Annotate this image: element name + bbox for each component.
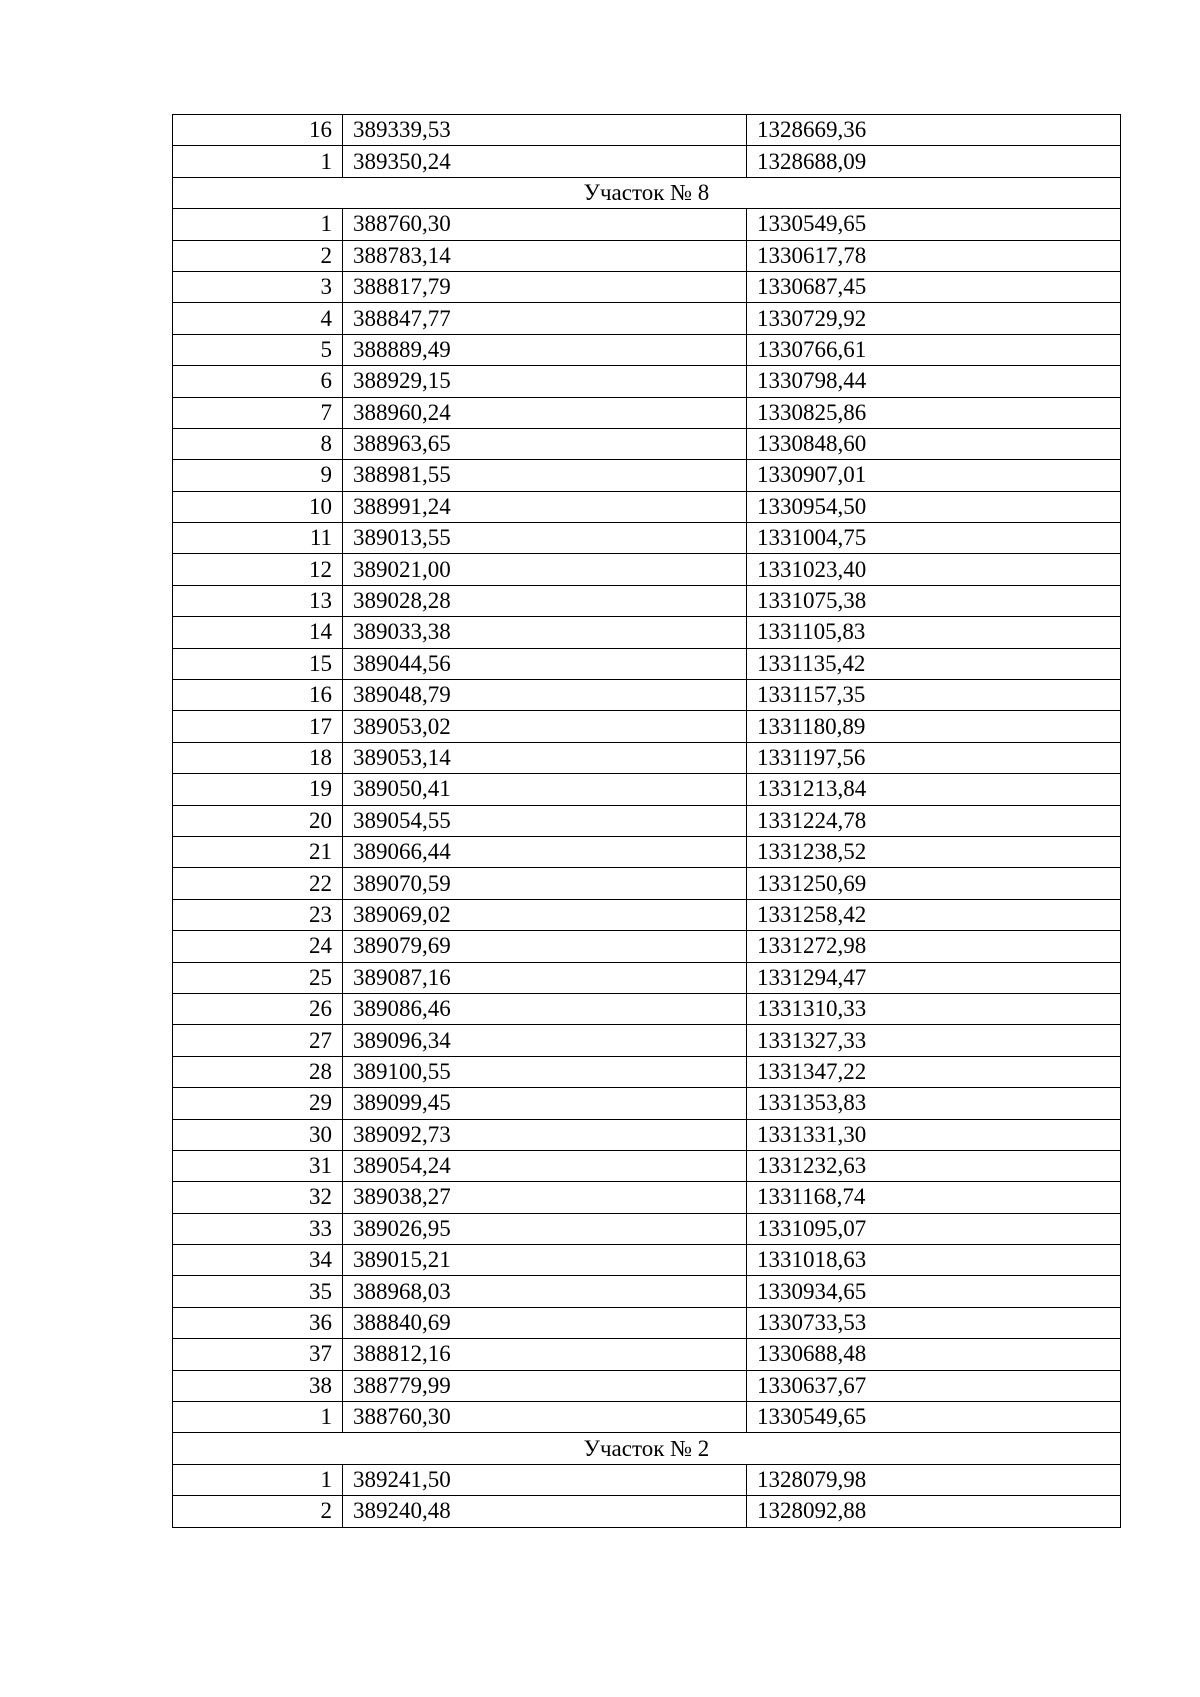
y-coordinate-cell: 1328092,88: [747, 1496, 1121, 1527]
point-number-cell: 25: [173, 962, 343, 993]
table-row: [173, 1402, 1121, 1433]
x-coordinate-cell: 389050,41: [343, 774, 747, 805]
y-coordinate-cell: 1331250,69: [747, 868, 1121, 899]
point-number-cell: 14: [173, 617, 343, 648]
y-coordinate-cell: 1331353,83: [747, 1088, 1121, 1119]
y-coordinate-cell: 1328079,98: [747, 1464, 1121, 1495]
y-coordinate-cell: 1331023,40: [747, 554, 1121, 585]
table-row: [173, 209, 1121, 240]
table-row: [173, 146, 1121, 177]
x-coordinate-cell: 389021,00: [343, 554, 747, 585]
table-row: [173, 271, 1121, 302]
point-number-cell: 17: [173, 711, 343, 742]
x-coordinate-cell: 388889,49: [343, 334, 747, 365]
point-number-cell: 1: [173, 146, 343, 177]
point-number-cell: 30: [173, 1119, 343, 1150]
x-coordinate-cell: 389048,79: [343, 680, 747, 711]
table-row: [173, 617, 1121, 648]
x-coordinate-cell: 388960,24: [343, 397, 747, 428]
y-coordinate-cell: 1331135,42: [747, 648, 1121, 679]
section-title: Участок № 8: [173, 177, 1121, 208]
coordinates-table: [172, 114, 1121, 1528]
table-row: [173, 1088, 1121, 1119]
table-row: [173, 1464, 1121, 1495]
point-number-cell: 21: [173, 836, 343, 867]
point-number-cell: 15: [173, 648, 343, 679]
y-coordinate-cell: 1331157,35: [747, 680, 1121, 711]
x-coordinate-cell: 388817,79: [343, 271, 747, 302]
x-coordinate-cell: 388929,15: [343, 366, 747, 397]
x-coordinate-cell: 389038,27: [343, 1182, 747, 1213]
x-coordinate-cell: 389079,69: [343, 931, 747, 962]
table-row: [173, 680, 1121, 711]
point-number-cell: 1: [173, 1464, 343, 1495]
point-number-cell: 26: [173, 993, 343, 1024]
y-coordinate-cell: 1331224,78: [747, 805, 1121, 836]
table-row: [173, 805, 1121, 836]
x-coordinate-cell: 389070,59: [343, 868, 747, 899]
table-row: [173, 931, 1121, 962]
y-coordinate-cell: 1330729,92: [747, 303, 1121, 334]
y-coordinate-cell: 1331327,33: [747, 1025, 1121, 1056]
y-coordinate-cell: 1331238,52: [747, 836, 1121, 867]
x-coordinate-cell: 389241,50: [343, 1464, 747, 1495]
y-coordinate-cell: 1331075,38: [747, 585, 1121, 616]
point-number-cell: 37: [173, 1339, 343, 1370]
y-coordinate-cell: 1331294,47: [747, 962, 1121, 993]
point-number-cell: 3: [173, 271, 343, 302]
y-coordinate-cell: 1330766,61: [747, 334, 1121, 365]
y-coordinate-cell: 1330637,67: [747, 1370, 1121, 1401]
table-row: [173, 1276, 1121, 1307]
x-coordinate-cell: 389026,95: [343, 1213, 747, 1244]
point-number-cell: 18: [173, 742, 343, 773]
x-coordinate-cell: 389033,38: [343, 617, 747, 648]
y-coordinate-cell: 1331232,63: [747, 1150, 1121, 1181]
table-row: [173, 554, 1121, 585]
x-coordinate-cell: 389028,28: [343, 585, 747, 616]
x-coordinate-cell: 389087,16: [343, 962, 747, 993]
x-coordinate-cell: 389044,56: [343, 648, 747, 679]
y-coordinate-cell: 1328669,36: [747, 115, 1121, 146]
x-coordinate-cell: 389066,44: [343, 836, 747, 867]
table-row: [173, 240, 1121, 271]
x-coordinate-cell: 389086,46: [343, 993, 747, 1024]
table-row: [173, 1496, 1121, 1527]
x-coordinate-cell: 389099,45: [343, 1088, 747, 1119]
point-number-cell: 32: [173, 1182, 343, 1213]
x-coordinate-cell: 389092,73: [343, 1119, 747, 1150]
y-coordinate-cell: 1331168,74: [747, 1182, 1121, 1213]
table-row: [173, 836, 1121, 867]
y-coordinate-cell: 1331331,30: [747, 1119, 1121, 1150]
point-number-cell: 16: [173, 680, 343, 711]
table-row: [173, 742, 1121, 773]
point-number-cell: 20: [173, 805, 343, 836]
y-coordinate-cell: 1330798,44: [747, 366, 1121, 397]
x-coordinate-cell: 388991,24: [343, 491, 747, 522]
y-coordinate-cell: 1328688,09: [747, 146, 1121, 177]
y-coordinate-cell: 1331197,56: [747, 742, 1121, 773]
point-number-cell: 4: [173, 303, 343, 334]
y-coordinate-cell: 1330687,45: [747, 271, 1121, 302]
x-coordinate-cell: 388968,03: [343, 1276, 747, 1307]
point-number-cell: 8: [173, 428, 343, 459]
x-coordinate-cell: 389240,48: [343, 1496, 747, 1527]
y-coordinate-cell: 1330733,53: [747, 1307, 1121, 1338]
point-number-cell: 12: [173, 554, 343, 585]
section-header-row: [173, 177, 1121, 208]
table-row: [173, 585, 1121, 616]
point-number-cell: 33: [173, 1213, 343, 1244]
y-coordinate-cell: 1331310,33: [747, 993, 1121, 1024]
y-coordinate-cell: 1331258,42: [747, 899, 1121, 930]
table-row: [173, 774, 1121, 805]
y-coordinate-cell: 1331018,63: [747, 1245, 1121, 1276]
point-number-cell: 23: [173, 899, 343, 930]
x-coordinate-cell: 388760,30: [343, 209, 747, 240]
x-coordinate-cell: 389053,14: [343, 742, 747, 773]
point-number-cell: 27: [173, 1025, 343, 1056]
point-number-cell: 11: [173, 523, 343, 554]
x-coordinate-cell: 389096,34: [343, 1025, 747, 1056]
x-coordinate-cell: 389013,55: [343, 523, 747, 554]
x-coordinate-cell: 389054,24: [343, 1150, 747, 1181]
x-coordinate-cell: 389350,24: [343, 146, 747, 177]
table-row: [173, 1056, 1121, 1087]
point-number-cell: 13: [173, 585, 343, 616]
y-coordinate-cell: 1330617,78: [747, 240, 1121, 271]
x-coordinate-cell: 388760,30: [343, 1402, 747, 1433]
point-number-cell: 38: [173, 1370, 343, 1401]
table-row: [173, 648, 1121, 679]
y-coordinate-cell: 1330934,65: [747, 1276, 1121, 1307]
table-row: [173, 1339, 1121, 1370]
table-row: [173, 1370, 1121, 1401]
coordinates-table-body: [173, 115, 1121, 1528]
y-coordinate-cell: 1330825,86: [747, 397, 1121, 428]
table-row: [173, 460, 1121, 491]
point-number-cell: 2: [173, 240, 343, 271]
point-number-cell: 1: [173, 1402, 343, 1433]
point-number-cell: 6: [173, 366, 343, 397]
x-coordinate-cell: 388847,77: [343, 303, 747, 334]
table-row: [173, 303, 1121, 334]
table-row: [173, 523, 1121, 554]
x-coordinate-cell: 388840,69: [343, 1307, 747, 1338]
table-row: [173, 366, 1121, 397]
point-number-cell: 10: [173, 491, 343, 522]
table-row: [173, 334, 1121, 365]
y-coordinate-cell: 1330549,65: [747, 209, 1121, 240]
y-coordinate-cell: 1331272,98: [747, 931, 1121, 962]
x-coordinate-cell: 389015,21: [343, 1245, 747, 1276]
y-coordinate-cell: 1330688,48: [747, 1339, 1121, 1370]
section-header-row: [173, 1433, 1121, 1464]
table-row: [173, 1182, 1121, 1213]
table-row: [173, 491, 1121, 522]
point-number-cell: 36: [173, 1307, 343, 1338]
y-coordinate-cell: 1331004,75: [747, 523, 1121, 554]
table-row: [173, 899, 1121, 930]
x-coordinate-cell: 389339,53: [343, 115, 747, 146]
table-row: [173, 1150, 1121, 1181]
table-row: [173, 1245, 1121, 1276]
point-number-cell: 22: [173, 868, 343, 899]
point-number-cell: 35: [173, 1276, 343, 1307]
point-number-cell: 19: [173, 774, 343, 805]
x-coordinate-cell: 389069,02: [343, 899, 747, 930]
x-coordinate-cell: 388963,65: [343, 428, 747, 459]
table-row: [173, 1025, 1121, 1056]
y-coordinate-cell: 1331213,84: [747, 774, 1121, 805]
table-row: [173, 993, 1121, 1024]
table-row: [173, 397, 1121, 428]
y-coordinate-cell: 1331347,22: [747, 1056, 1121, 1087]
point-number-cell: 24: [173, 931, 343, 962]
x-coordinate-cell: 388779,99: [343, 1370, 747, 1401]
y-coordinate-cell: 1331180,89: [747, 711, 1121, 742]
point-number-cell: 28: [173, 1056, 343, 1087]
y-coordinate-cell: 1331105,83: [747, 617, 1121, 648]
table-row: [173, 711, 1121, 742]
point-number-cell: 31: [173, 1150, 343, 1181]
y-coordinate-cell: 1330848,60: [747, 428, 1121, 459]
y-coordinate-cell: 1330549,65: [747, 1402, 1121, 1433]
x-coordinate-cell: 388812,16: [343, 1339, 747, 1370]
point-number-cell: 7: [173, 397, 343, 428]
y-coordinate-cell: 1330907,01: [747, 460, 1121, 491]
table-row: [173, 1307, 1121, 1338]
table-row: [173, 1119, 1121, 1150]
x-coordinate-cell: 389053,02: [343, 711, 747, 742]
x-coordinate-cell: 388981,55: [343, 460, 747, 491]
table-row: [173, 428, 1121, 459]
point-number-cell: 16: [173, 115, 343, 146]
section-title: Участок № 2: [173, 1433, 1121, 1464]
point-number-cell: 34: [173, 1245, 343, 1276]
point-number-cell: 9: [173, 460, 343, 491]
x-coordinate-cell: 388783,14: [343, 240, 747, 271]
point-number-cell: 1: [173, 209, 343, 240]
point-number-cell: 2: [173, 1496, 343, 1527]
table-row: [173, 868, 1121, 899]
y-coordinate-cell: 1330954,50: [747, 491, 1121, 522]
x-coordinate-cell: 389054,55: [343, 805, 747, 836]
y-coordinate-cell: 1331095,07: [747, 1213, 1121, 1244]
point-number-cell: 29: [173, 1088, 343, 1119]
table-row: [173, 115, 1121, 146]
x-coordinate-cell: 389100,55: [343, 1056, 747, 1087]
table-row: [173, 1213, 1121, 1244]
table-row: [173, 962, 1121, 993]
point-number-cell: 5: [173, 334, 343, 365]
